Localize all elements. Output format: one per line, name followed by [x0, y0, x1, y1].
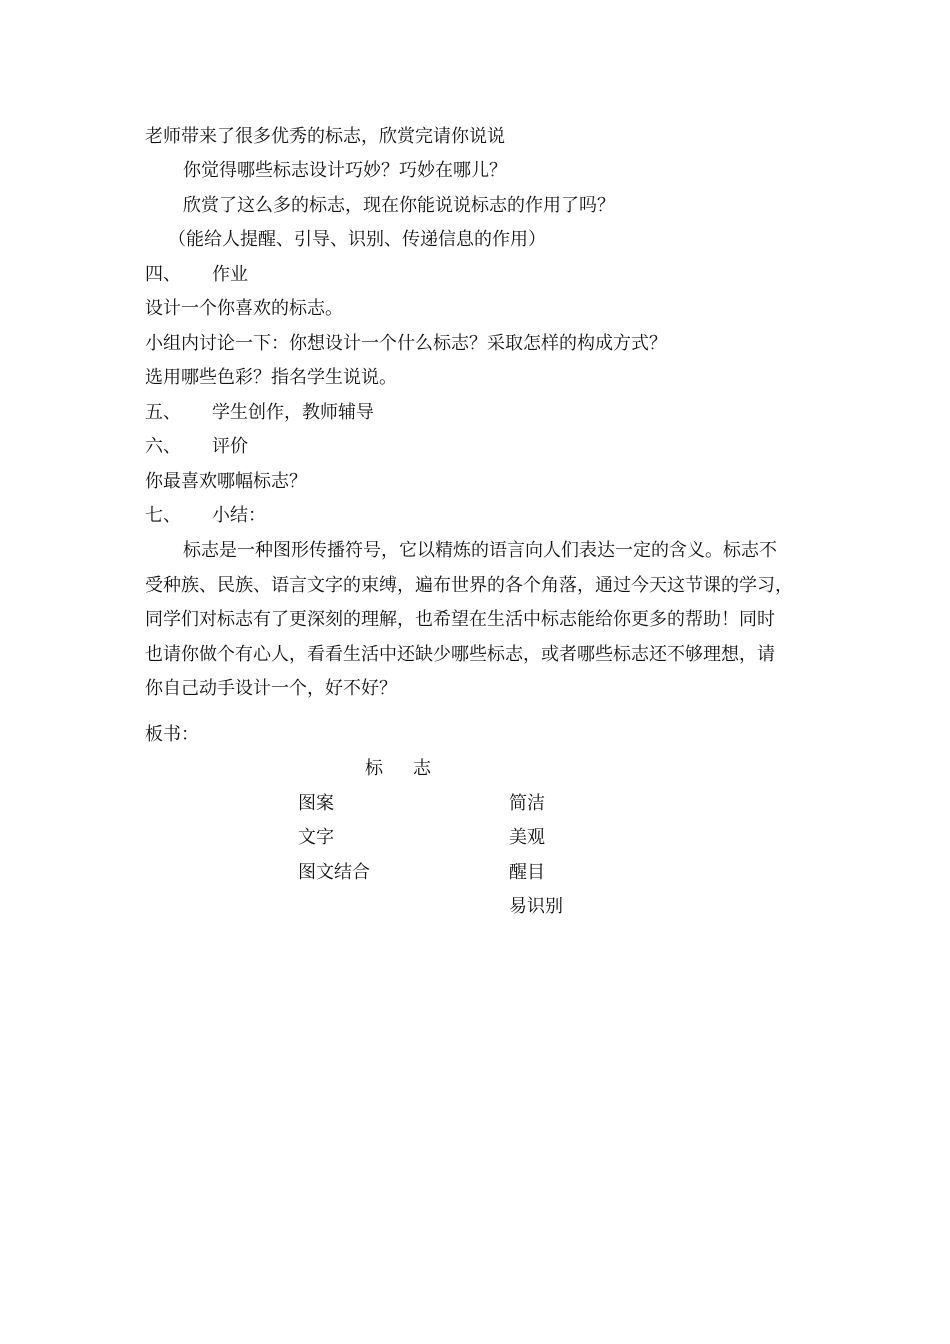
board-right-item: 美观 [509, 827, 545, 848]
section-title: 作业 [212, 264, 248, 285]
board-left-item: 图文结合 [298, 862, 370, 883]
board-title-char: 标 [365, 758, 383, 779]
board-title-char: 志 [413, 758, 431, 779]
section-number: 七、 [145, 505, 181, 526]
summary-line: 受种族、民族、语言文字的束缚，遍布世界的各个角落，通过今天这节课的学习， [145, 575, 793, 596]
section-4-paragraph-2: 小组内讨论一下：你想设计一个什么标志？采取怎样的构成方式？ [145, 333, 667, 354]
section-5-heading [145, 402, 374, 424]
board-right-item: 醒目 [509, 862, 545, 883]
section-6-paragraph: 你最喜欢哪幅标志？ [145, 471, 307, 492]
answer-text: （能给人提醒、引导、识别、传递信息的作用） [168, 229, 546, 250]
section-number: 六、 [145, 436, 181, 457]
section-number: 五、 [145, 402, 181, 423]
section-title: 评价 [212, 436, 248, 457]
section-number: 四、 [145, 264, 181, 285]
board-label: 板书： [145, 724, 199, 745]
section-6-heading [145, 436, 248, 458]
section-title: 小结： [212, 505, 266, 526]
summary-line: 也请你做个有心人，看看生活中还缺少哪些标志，或者哪些标志还不够理想，请 [145, 644, 775, 665]
board-left-item: 图案 [298, 793, 334, 814]
section-4-heading [145, 264, 248, 286]
section-4-paragraph-1: 设计一个你喜欢的标志。 [145, 298, 343, 319]
section-title: 学生创作，教师辅导 [212, 402, 374, 423]
summary-line: 同学们对标志有了更深刻的理解，也希望在生活中标志能给你更多的帮助！同时 [145, 609, 775, 630]
question-2: 欣赏了这么多的标志，现在你能说说标志的作用了吗？ [183, 195, 615, 216]
section-7-heading [145, 505, 266, 527]
summary-line: 你自己动手设计一个，好不好？ [145, 678, 397, 699]
board-left-item: 文字 [298, 827, 334, 848]
intro-line: 老师带来了很多优秀的标志，欣赏完请你说说 [145, 126, 505, 147]
board-right-item: 易识别 [509, 896, 563, 917]
board-right-item: 简洁 [509, 793, 545, 814]
question-1: 你觉得哪些标志设计巧妙？巧妙在哪儿？ [183, 160, 507, 181]
section-4-paragraph-3: 选用哪些色彩？指名学生说说。 [145, 367, 397, 388]
summary-line: 标志是一种图形传播符号，它以精炼的语言向人们表达一定的含义。标志不 [183, 540, 777, 561]
